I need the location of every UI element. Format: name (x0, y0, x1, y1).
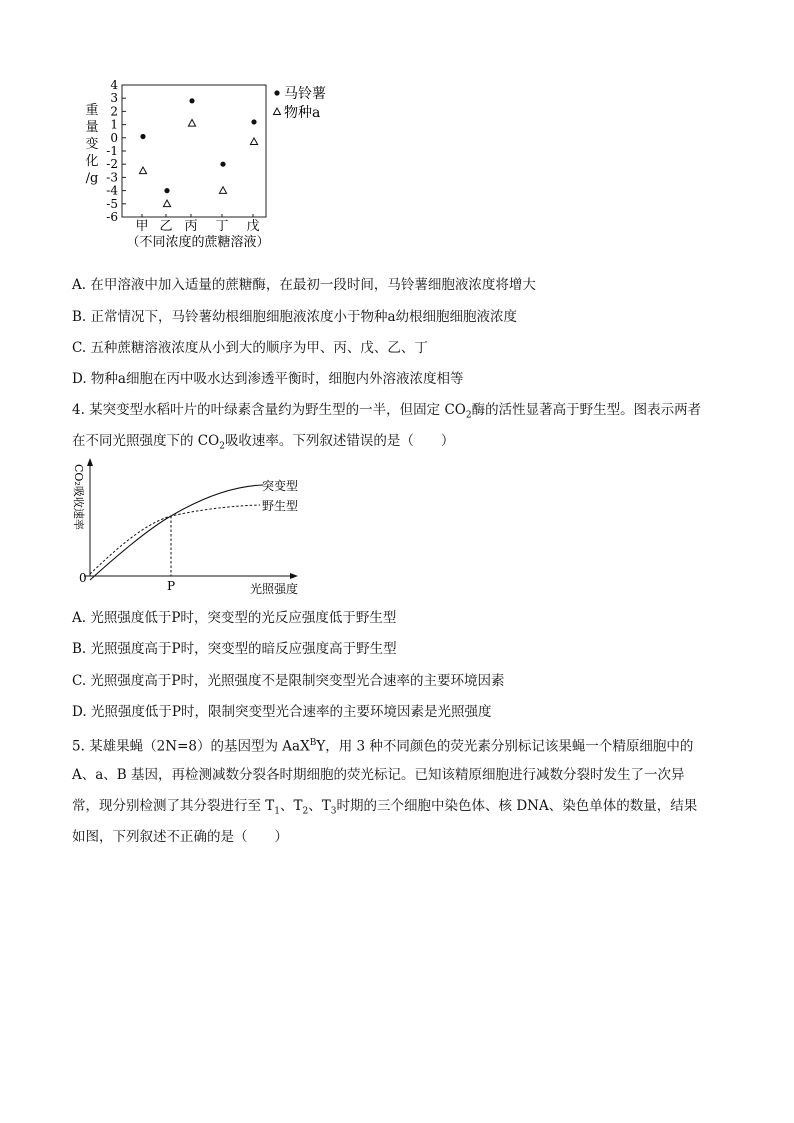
q4-y-axis-arrow-icon (87, 458, 93, 466)
q3-legend-potato: 马铃薯 (284, 86, 326, 102)
q5-stem-line3: 常，现分别检测了其分裂进行至 $T_1$、$T_2$、$T_3$时期的三个细胞中染色体、核 DNA、染色单体的数量，结果 (72, 798, 698, 817)
q4-origin-label: 0 (79, 571, 87, 585)
q3-category-label: 甲 (135, 219, 149, 234)
q4-stem-line2: 在不同光照强度下的 $CO_2$吸收速率。下列叙述错误的是（ ） (72, 433, 455, 452)
q3-category-label: 丁 (215, 219, 229, 234)
q3-y-tick-label: 1 (110, 117, 118, 132)
q4-wildtype-label: 野生型 (262, 499, 299, 513)
q3-y-label-char: 化 (85, 154, 99, 169)
q3-option-d: D. 物种a细胞在丙中吸水达到渗透平衡时，细胞内外溶液浓度相等 (72, 371, 464, 387)
q3-species-a-point (188, 119, 195, 126)
q3-y-tick-label: -5 (106, 196, 118, 211)
q3-y-label-char: 变 (85, 137, 99, 152)
q4-y-label-text: CO₂吸收速率 (72, 464, 85, 530)
q4-option-b: B. 光照强度高于P时，突变型的暗反应强度高于野生型 (72, 641, 397, 657)
q3-y-label-char: 重 (85, 103, 99, 118)
q4-x-axis-label: 光照强度 (250, 582, 299, 596)
q3-option-a: A. 在甲溶液中加入适量的蔗糖酶，在最初一段时间，马铃薯细胞液浓度将增大 (72, 277, 536, 293)
q3-species-a-point (139, 167, 146, 174)
q3-potato-point (189, 98, 194, 103)
q3-y-axis-label (85, 103, 98, 186)
q4-option-c: C. 光照强度高于P时，光照强度不是限制突变型光合速率的主要环境因素 (72, 673, 505, 689)
q3-x-axis-label: （不同浓度的蔗糖溶液） (126, 235, 270, 250)
q4-wildtype-curve (90, 505, 260, 574)
q3-y-tick-label: 3 (110, 91, 118, 106)
q3-category-label: 丙 (184, 219, 198, 234)
q3-category-label: 戊 (246, 219, 260, 234)
q3-legend-species-a: 物种a (284, 105, 321, 121)
legend-triangle-icon (274, 108, 281, 115)
q5-stem-line2: A、a、B 基因，再检测减数分裂各时期细胞的荧光标记。已知该精原细胞进行减数分裂时发生了一次异 (72, 767, 685, 783)
q3-y-tick-label: 4 (110, 78, 118, 92)
q3-species-a-point (250, 138, 257, 145)
q3-y-tick-label: 2 (110, 104, 118, 119)
q3-y-tick-label: -2 (106, 157, 118, 172)
q3-option-b: B. 正常情况下，马铃薯幼根细胞细胞液浓度小于物种a幼根细胞细胞液浓度 (72, 309, 518, 325)
q3-y-label-char: 量 (85, 120, 99, 135)
q3-potato-point (164, 188, 169, 193)
q3-y-tick-label: 0 (110, 130, 118, 145)
q4-option-a: A. 光照强度低于P时，突变型的光反应强度低于野生型 (72, 610, 397, 626)
q3-category-label: 乙 (159, 219, 173, 234)
q3-y-label-char: /g (85, 171, 99, 186)
q4-p-label: P (167, 579, 176, 593)
q3-y-tick-label: -4 (106, 183, 118, 198)
q3-option-c: C. 五种蔗糖溶液浓度从小到大的顺序为甲、丙、戊、乙、丁 (72, 340, 428, 356)
q4-stem-line1: 4. 某突变型水稻叶片的叶绿素含量约为野生型的一半，但固定 $CO_2$酶的活性显著高于野生型。图表示两者 (72, 402, 702, 421)
q3-potato-point (251, 119, 256, 124)
q4-x-axis-arrow-icon (290, 573, 298, 579)
q3-species-a-point (163, 200, 170, 207)
q3-potato-point (140, 134, 145, 139)
q4-y-axis-label (72, 464, 86, 530)
q3-y-tick-label: -6 (106, 210, 118, 224)
q4-mutant-label: 突变型 (262, 479, 299, 493)
q5-stem-line4: 如图，下列叙述不正确的是（ ） (72, 829, 288, 845)
q5-stem-line1: 5. 某雄果蝇（2N=8）的基因型为 AaX$^B$Y，用 3 种不同颜色的荧光素分别标记该果蝇一个精原细胞中的 (72, 738, 694, 755)
legend-dot-icon (274, 90, 279, 95)
q3-potato-point (220, 162, 225, 167)
q4-co2-absorption-graph (68, 454, 318, 604)
q3-y-tick-label: -1 (106, 144, 118, 158)
q3-species-a-point (219, 187, 226, 194)
q4-option-d: D. 光照强度低于P时，限制突变型光合速率的主要环境因素是光照强度 (72, 704, 492, 720)
q3-weight-change-chart (80, 76, 340, 254)
q3-plot-frame (122, 85, 266, 217)
q3-y-tick-label: -3 (106, 170, 118, 185)
q4-mutant-curve (90, 485, 263, 580)
